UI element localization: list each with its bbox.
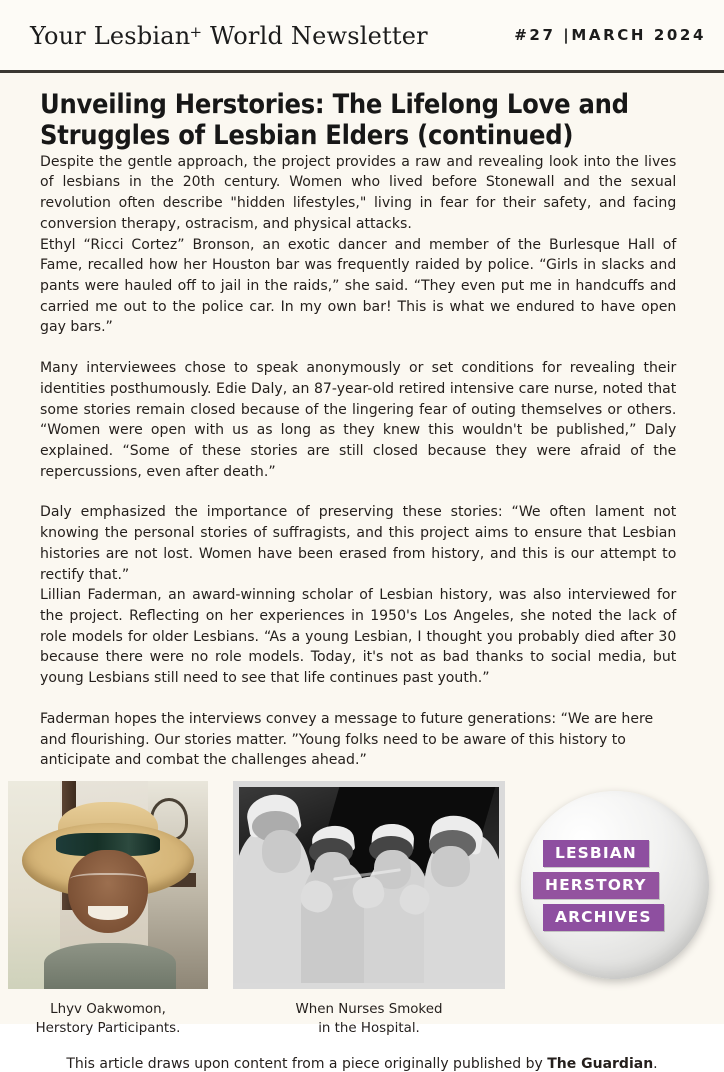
- figure-archives-badge: [515, 781, 715, 989]
- portrait-photo-image: [8, 781, 208, 989]
- nurses-photo-image: [233, 781, 505, 989]
- attribution-period: .: [653, 1056, 658, 1072]
- paragraph-spacer: [40, 338, 686, 358]
- logotype-plus: +: [189, 23, 203, 41]
- badge-container: [515, 781, 715, 989]
- caption-portrait: [8, 1000, 208, 1038]
- photo-nurse-face: [431, 846, 470, 887]
- paragraph-spacer: [40, 482, 686, 502]
- article-paragraph: Ethyl “Ricci Cortez” Bronson, an exotic dancer and member of the Burlesque Hall of Fame, recalled how her Houston bar was frequently raided by police. “Girls in slacks and pants were hauled off to jail in the raids,” she said. “They even put me in handcuffs and carried me out to the police car. In my own bar! This is what we endured to have open gay bars.”: [40, 236, 677, 336]
- photo-nurse-face: [262, 830, 301, 873]
- caption-nurses: [233, 1000, 505, 1038]
- article-paragraph: Faderman hopes the interviews convey a message to future generations: “We are here and flourishing. Our stories matter. ”Young folks need to be aware of this history to anticipate and combat the challenges ahead.”: [40, 710, 654, 769]
- logotype-part-2: World Newsletter: [202, 22, 428, 50]
- newsletter-logotype: [30, 22, 428, 50]
- badge-line-herstory: HERSTORY: [533, 872, 659, 899]
- badge-line-archives: ARCHIVES: [543, 904, 664, 931]
- masthead-divider: [0, 70, 724, 73]
- caption-line: in the Hospital.: [318, 1021, 420, 1037]
- nurses-photo-scene: [239, 787, 499, 983]
- attribution-text: This article draws upon content from a piece originally published by: [66, 1056, 548, 1072]
- figure-nurses: [233, 781, 505, 989]
- lesbian-herstory-archives-badge: [521, 791, 709, 979]
- article-paragraph: Daly emphasized the importance of preserving these stories: “We often lament not knowing the personal stories of suffragists, and this project aims to ensure that Lesbian histories are not lost. Women have been erased from history, and this is our attempt to rectify that.”: [40, 504, 677, 583]
- masthead: [0, 0, 724, 70]
- issue-date-label: #27 |MARCH 2024: [514, 26, 706, 44]
- caption-line: Lhyv Oakwomon,: [50, 1002, 166, 1018]
- photo-face: [68, 850, 148, 933]
- photo-glasses: [70, 873, 146, 887]
- article-headline: Unveiling Herstories: The Lifelong Love and Struggles of Lesbian Elders (continued): [40, 89, 629, 152]
- logotype-part-1: Your Lesbian: [30, 22, 191, 50]
- article-paragraph: Despite the gentle approach, the project provides a raw and revealing look into the lives of lesbians in the 20th century. Women who lived before Stonewall and the sexual revolution often describe "hidden lifestyles," living in fear for their safety, and facing conversion therapy, ostracism, and physical attacks.: [40, 153, 677, 232]
- figure-captions: [0, 1000, 724, 1044]
- caption-line: Herstory Participants.: [35, 1021, 181, 1037]
- paragraph-spacer: [40, 689, 686, 709]
- article-paragraph: Lillian Faderman, an award-winning scholar of Lesbian history, was also interviewed for the project. Reflecting on her experiences in 1950's Los Angeles, she noted the lack of role models for older Lesbians. “As a young Lesbian, I thought you probably died after 30 because there were no role models. Today, it's not as bad thanks to social media, but young Lesbians still need to see that life continues past youth.”: [40, 587, 677, 687]
- figure-row: [0, 781, 724, 996]
- caption-line: When Nurses Smoked: [295, 1002, 443, 1018]
- source-attribution: [0, 1056, 724, 1072]
- attribution-source: The Guardian: [547, 1056, 654, 1072]
- photo-shoulders: [44, 943, 176, 989]
- badge-line-lesbian: LESBIAN: [543, 840, 649, 867]
- article-paragraph: Many interviewees chose to speak anonymously or set conditions for revealing their identities posthumously. Edie Daly, an 87-year-old retired intensive care nurse, noted that some stories remain closed because of the lingering fear of outing themselves or others. “Women were open with us as long as they knew this wouldn't be published,” Daly explained. “Some of these stories are still closed because they were afraid of the repercussions, even after death.”: [40, 360, 677, 480]
- article-body: [40, 152, 686, 771]
- figure-portrait: [8, 781, 208, 989]
